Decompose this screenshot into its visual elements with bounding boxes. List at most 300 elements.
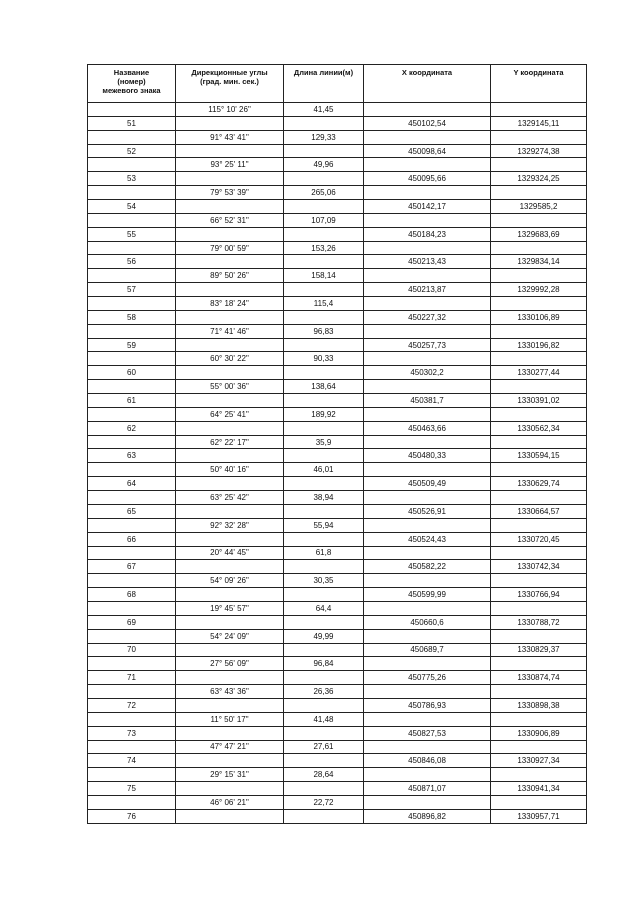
point-name-cell: 71 — [88, 671, 176, 685]
x-coordinate-cell — [364, 491, 491, 505]
line-length-cell: 107,09 — [284, 213, 364, 227]
y-coordinate-cell: 1330788,72 — [491, 615, 587, 629]
line-length-cell — [284, 283, 364, 297]
direction-angle-cell — [176, 421, 284, 435]
y-coordinate-cell — [491, 352, 587, 366]
segment-row — [88, 491, 587, 505]
y-coordinate-cell: 1330829,37 — [491, 643, 587, 657]
direction-angle-cell: 29° 15' 31" — [176, 768, 284, 782]
y-coordinate-cell — [491, 435, 587, 449]
y-coordinate-cell: 1330664,57 — [491, 504, 587, 518]
direction-angle-cell — [176, 116, 284, 130]
x-coordinate-cell: 450524,43 — [364, 532, 491, 546]
line-length-cell — [284, 560, 364, 574]
x-coordinate-cell — [364, 407, 491, 421]
segment-row — [88, 740, 587, 754]
y-coordinate-cell: 1330898,38 — [491, 698, 587, 712]
point-row — [88, 394, 587, 408]
y-coordinate-cell — [491, 103, 587, 117]
direction-angle-cell: 115° 10' 26" — [176, 103, 284, 117]
x-coordinate-cell: 450846,08 — [364, 754, 491, 768]
line-length-cell — [284, 116, 364, 130]
line-length-cell — [284, 477, 364, 491]
direction-angle-cell: 93° 25' 11" — [176, 158, 284, 172]
line-length-cell — [284, 671, 364, 685]
point-name-cell — [88, 740, 176, 754]
line-length-cell: 153,26 — [284, 241, 364, 255]
x-coordinate-cell — [364, 518, 491, 532]
line-length-cell: 129,33 — [284, 130, 364, 144]
point-name-cell: 55 — [88, 227, 176, 241]
header-x: X координата — [364, 65, 491, 103]
point-name-cell — [88, 463, 176, 477]
header-angle-line: Дирекционные углы — [191, 68, 268, 77]
x-coordinate-cell — [364, 629, 491, 643]
x-coordinate-cell — [364, 712, 491, 726]
x-coordinate-cell: 450827,53 — [364, 726, 491, 740]
point-row — [88, 449, 587, 463]
x-coordinate-cell: 450095,66 — [364, 172, 491, 186]
point-name-cell: 52 — [88, 144, 176, 158]
line-length-cell — [284, 726, 364, 740]
x-coordinate-cell — [364, 657, 491, 671]
y-coordinate-cell — [491, 491, 587, 505]
direction-angle-cell: 60° 30' 22" — [176, 352, 284, 366]
direction-angle-cell — [176, 532, 284, 546]
y-coordinate-cell: 1330629,74 — [491, 477, 587, 491]
point-row — [88, 255, 587, 269]
y-coordinate-cell — [491, 546, 587, 560]
x-coordinate-cell: 450227,32 — [364, 310, 491, 324]
direction-angle-cell: 63° 25' 42" — [176, 491, 284, 505]
line-length-cell: 27,61 — [284, 740, 364, 754]
point-name-cell — [88, 768, 176, 782]
y-coordinate-cell — [491, 324, 587, 338]
line-length-cell — [284, 754, 364, 768]
point-name-cell — [88, 435, 176, 449]
y-coordinate-cell — [491, 712, 587, 726]
point-row — [88, 671, 587, 685]
y-coordinate-cell — [491, 685, 587, 699]
segment-row — [88, 407, 587, 421]
direction-angle-cell: 63° 43' 36" — [176, 685, 284, 699]
x-coordinate-cell: 450526,91 — [364, 504, 491, 518]
point-name-cell — [88, 324, 176, 338]
y-coordinate-cell: 1330906,89 — [491, 726, 587, 740]
segment-row — [88, 324, 587, 338]
line-length-cell: 90,33 — [284, 352, 364, 366]
point-name-cell: 54 — [88, 200, 176, 214]
y-coordinate-cell: 1329145,11 — [491, 116, 587, 130]
direction-angle-cell — [176, 643, 284, 657]
point-name-cell — [88, 601, 176, 615]
point-name-cell: 57 — [88, 283, 176, 297]
line-length-cell — [284, 698, 364, 712]
direction-angle-cell — [176, 588, 284, 602]
point-name-cell: 69 — [88, 615, 176, 629]
x-coordinate-cell — [364, 574, 491, 588]
header-name-line: (номер) — [117, 77, 146, 86]
y-coordinate-cell: 1329834,14 — [491, 255, 587, 269]
point-row — [88, 421, 587, 435]
direction-angle-cell: 89° 50' 26" — [176, 269, 284, 283]
line-length-cell — [284, 809, 364, 823]
direction-angle-cell: 79° 00' 59" — [176, 241, 284, 255]
direction-angle-cell: 66° 52' 31" — [176, 213, 284, 227]
direction-angle-cell — [176, 504, 284, 518]
y-coordinate-cell — [491, 795, 587, 809]
line-length-cell — [284, 227, 364, 241]
x-coordinate-cell: 450599,99 — [364, 588, 491, 602]
y-coordinate-cell: 1330941,34 — [491, 782, 587, 796]
coordinates-table — [87, 64, 587, 824]
segment-row — [88, 629, 587, 643]
segment-row — [88, 574, 587, 588]
segment-row — [88, 213, 587, 227]
line-length-cell: 46,01 — [284, 463, 364, 477]
y-coordinate-cell: 1330766,94 — [491, 588, 587, 602]
point-name-cell: 70 — [88, 643, 176, 657]
point-row — [88, 227, 587, 241]
segment-row — [88, 463, 587, 477]
table-body — [88, 103, 587, 824]
point-row — [88, 172, 587, 186]
header-name-line: межевого знака — [102, 86, 161, 95]
segment-row — [88, 130, 587, 144]
header-row — [88, 65, 587, 103]
point-row — [88, 726, 587, 740]
direction-angle-cell: 62° 22' 17" — [176, 435, 284, 449]
x-coordinate-cell — [364, 546, 491, 560]
y-coordinate-cell — [491, 213, 587, 227]
point-name-cell — [88, 629, 176, 643]
header-name — [88, 65, 176, 103]
point-row — [88, 754, 587, 768]
point-name-cell — [88, 297, 176, 311]
point-name-cell: 60 — [88, 366, 176, 380]
x-coordinate-cell: 450381,7 — [364, 394, 491, 408]
y-coordinate-cell: 1330594,15 — [491, 449, 587, 463]
direction-angle-cell — [176, 200, 284, 214]
line-length-cell — [284, 421, 364, 435]
y-coordinate-cell: 1330277,44 — [491, 366, 587, 380]
line-length-cell — [284, 504, 364, 518]
line-length-cell: 38,94 — [284, 491, 364, 505]
point-row — [88, 283, 587, 297]
direction-angle-cell: 91° 43' 41" — [176, 130, 284, 144]
x-coordinate-cell — [364, 685, 491, 699]
point-row — [88, 338, 587, 352]
x-coordinate-cell — [364, 297, 491, 311]
line-length-cell — [284, 338, 364, 352]
direction-angle-cell: 55° 00' 36" — [176, 380, 284, 394]
direction-angle-cell — [176, 698, 284, 712]
point-name-cell: 67 — [88, 560, 176, 574]
line-length-cell — [284, 144, 364, 158]
segment-row — [88, 269, 587, 283]
point-name-cell: 76 — [88, 809, 176, 823]
direction-angle-cell — [176, 144, 284, 158]
direction-angle-cell: 54° 09' 26" — [176, 574, 284, 588]
line-length-cell — [284, 782, 364, 796]
direction-angle-cell — [176, 310, 284, 324]
line-length-cell — [284, 200, 364, 214]
point-row — [88, 532, 587, 546]
y-coordinate-cell: 1330391,02 — [491, 394, 587, 408]
y-coordinate-cell — [491, 518, 587, 532]
y-coordinate-cell — [491, 158, 587, 172]
point-row — [88, 366, 587, 380]
x-coordinate-cell — [364, 158, 491, 172]
y-coordinate-cell: 1330106,89 — [491, 310, 587, 324]
point-row — [88, 698, 587, 712]
x-coordinate-cell: 450660,6 — [364, 615, 491, 629]
line-length-cell: 115,4 — [284, 297, 364, 311]
point-name-cell: 72 — [88, 698, 176, 712]
y-coordinate-cell: 1330957,71 — [491, 809, 587, 823]
direction-angle-cell: 92° 32' 28" — [176, 518, 284, 532]
y-coordinate-cell: 1330196,82 — [491, 338, 587, 352]
segment-row — [88, 297, 587, 311]
x-coordinate-cell: 450509,49 — [364, 477, 491, 491]
direction-angle-cell: 71° 41' 46" — [176, 324, 284, 338]
x-coordinate-cell — [364, 186, 491, 200]
point-row — [88, 144, 587, 158]
y-coordinate-cell — [491, 574, 587, 588]
direction-angle-cell — [176, 283, 284, 297]
line-length-cell — [284, 643, 364, 657]
direction-angle-cell — [176, 671, 284, 685]
segment-row — [88, 601, 587, 615]
line-length-cell: 41,45 — [284, 103, 364, 117]
x-coordinate-cell — [364, 463, 491, 477]
point-name-cell: 68 — [88, 588, 176, 602]
point-name-cell — [88, 491, 176, 505]
direction-angle-cell: 50° 40' 16" — [176, 463, 284, 477]
point-name-cell: 63 — [88, 449, 176, 463]
segment-row — [88, 768, 587, 782]
direction-angle-cell — [176, 255, 284, 269]
point-name-cell: 73 — [88, 726, 176, 740]
x-coordinate-cell — [364, 601, 491, 615]
line-length-cell: 138,64 — [284, 380, 364, 394]
line-length-cell — [284, 615, 364, 629]
y-coordinate-cell — [491, 629, 587, 643]
direction-angle-cell — [176, 477, 284, 491]
point-name-cell — [88, 657, 176, 671]
point-name-cell: 65 — [88, 504, 176, 518]
y-coordinate-cell — [491, 768, 587, 782]
direction-angle-cell — [176, 338, 284, 352]
y-coordinate-cell — [491, 269, 587, 283]
header-length: Длина линии(м) — [284, 65, 364, 103]
point-name-cell: 58 — [88, 310, 176, 324]
direction-angle-cell — [176, 394, 284, 408]
point-row — [88, 560, 587, 574]
y-coordinate-cell: 1329992,28 — [491, 283, 587, 297]
x-coordinate-cell: 450463,66 — [364, 421, 491, 435]
segment-row — [88, 241, 587, 255]
point-name-cell: 75 — [88, 782, 176, 796]
y-coordinate-cell: 1329324,25 — [491, 172, 587, 186]
segment-row — [88, 518, 587, 532]
point-row — [88, 615, 587, 629]
point-name-cell — [88, 380, 176, 394]
point-name-cell — [88, 213, 176, 227]
segment-row — [88, 435, 587, 449]
line-length-cell: 41,48 — [284, 712, 364, 726]
x-coordinate-cell — [364, 352, 491, 366]
segment-row — [88, 103, 587, 117]
point-name-cell — [88, 407, 176, 421]
x-coordinate-cell — [364, 130, 491, 144]
point-row — [88, 310, 587, 324]
direction-angle-cell — [176, 615, 284, 629]
line-length-cell — [284, 255, 364, 269]
point-name-cell — [88, 130, 176, 144]
y-coordinate-cell — [491, 657, 587, 671]
line-length-cell: 158,14 — [284, 269, 364, 283]
x-coordinate-cell: 450098,64 — [364, 144, 491, 158]
line-length-cell: 189,92 — [284, 407, 364, 421]
x-coordinate-cell: 450184,23 — [364, 227, 491, 241]
point-name-cell: 51 — [88, 116, 176, 130]
direction-angle-cell: 20° 44' 45" — [176, 546, 284, 560]
direction-angle-cell: 54° 24' 09" — [176, 629, 284, 643]
direction-angle-cell — [176, 782, 284, 796]
line-length-cell — [284, 310, 364, 324]
segment-row — [88, 712, 587, 726]
line-length-cell: 28,64 — [284, 768, 364, 782]
direction-angle-cell — [176, 726, 284, 740]
x-coordinate-cell — [364, 768, 491, 782]
x-coordinate-cell: 450871,07 — [364, 782, 491, 796]
y-coordinate-cell — [491, 130, 587, 144]
direction-angle-cell: 47° 47' 21" — [176, 740, 284, 754]
point-name-cell: 66 — [88, 532, 176, 546]
direction-angle-cell — [176, 560, 284, 574]
direction-angle-cell: 11° 50' 17" — [176, 712, 284, 726]
line-length-cell — [284, 366, 364, 380]
segment-row — [88, 158, 587, 172]
x-coordinate-cell: 450302,2 — [364, 366, 491, 380]
y-coordinate-cell — [491, 601, 587, 615]
point-name-cell: 62 — [88, 421, 176, 435]
line-length-cell: 35,9 — [284, 435, 364, 449]
y-coordinate-cell: 1330874,74 — [491, 671, 587, 685]
y-coordinate-cell — [491, 297, 587, 311]
segment-row — [88, 685, 587, 699]
y-coordinate-cell: 1329683,69 — [491, 227, 587, 241]
line-length-cell: 22,72 — [284, 795, 364, 809]
point-row — [88, 200, 587, 214]
point-name-cell — [88, 712, 176, 726]
point-row — [88, 477, 587, 491]
segment-row — [88, 657, 587, 671]
segment-row — [88, 380, 587, 394]
direction-angle-cell — [176, 809, 284, 823]
point-name-cell: 74 — [88, 754, 176, 768]
y-coordinate-cell — [491, 463, 587, 477]
point-name-cell — [88, 685, 176, 699]
x-coordinate-cell: 450689,7 — [364, 643, 491, 657]
line-length-cell — [284, 172, 364, 186]
x-coordinate-cell — [364, 795, 491, 809]
line-length-cell — [284, 394, 364, 408]
point-name-cell — [88, 352, 176, 366]
y-coordinate-cell: 1330927,34 — [491, 754, 587, 768]
point-name-cell — [88, 186, 176, 200]
direction-angle-cell — [176, 172, 284, 186]
point-name-cell: 61 — [88, 394, 176, 408]
y-coordinate-cell: 1330720,45 — [491, 532, 587, 546]
line-length-cell: 64,4 — [284, 601, 364, 615]
segment-row — [88, 186, 587, 200]
direction-angle-cell — [176, 227, 284, 241]
x-coordinate-cell — [364, 269, 491, 283]
point-row — [88, 643, 587, 657]
direction-angle-cell — [176, 449, 284, 463]
line-length-cell: 30,35 — [284, 574, 364, 588]
y-coordinate-cell — [491, 740, 587, 754]
x-coordinate-cell — [364, 324, 491, 338]
y-coordinate-cell — [491, 407, 587, 421]
x-coordinate-cell: 450480,33 — [364, 449, 491, 463]
y-coordinate-cell — [491, 380, 587, 394]
line-length-cell: 265,06 — [284, 186, 364, 200]
x-coordinate-cell: 450213,87 — [364, 283, 491, 297]
point-name-cell: 64 — [88, 477, 176, 491]
x-coordinate-cell: 450786,93 — [364, 698, 491, 712]
line-length-cell — [284, 588, 364, 602]
line-length-cell: 96,84 — [284, 657, 364, 671]
header-angle — [176, 65, 284, 103]
point-row — [88, 116, 587, 130]
point-name-cell — [88, 518, 176, 532]
x-coordinate-cell — [364, 380, 491, 394]
x-coordinate-cell — [364, 241, 491, 255]
point-name-cell — [88, 546, 176, 560]
segment-row — [88, 795, 587, 809]
point-row — [88, 504, 587, 518]
y-coordinate-cell: 1329585,2 — [491, 200, 587, 214]
point-row — [88, 782, 587, 796]
x-coordinate-cell: 450257,73 — [364, 338, 491, 352]
x-coordinate-cell: 450896,82 — [364, 809, 491, 823]
x-coordinate-cell: 450142,17 — [364, 200, 491, 214]
line-length-cell — [284, 532, 364, 546]
header-y: Y координата — [491, 65, 587, 103]
direction-angle-cell — [176, 754, 284, 768]
point-name-cell: 53 — [88, 172, 176, 186]
point-name-cell: 56 — [88, 255, 176, 269]
y-coordinate-cell: 1330562,34 — [491, 421, 587, 435]
point-name-cell: 59 — [88, 338, 176, 352]
point-name-cell — [88, 574, 176, 588]
line-length-cell: 49,99 — [284, 629, 364, 643]
line-length-cell: 49,96 — [284, 158, 364, 172]
direction-angle-cell: 27° 56' 09" — [176, 657, 284, 671]
x-coordinate-cell — [364, 740, 491, 754]
x-coordinate-cell: 450775,26 — [364, 671, 491, 685]
line-length-cell: 55,94 — [284, 518, 364, 532]
point-row — [88, 588, 587, 602]
header-name-line: Название — [113, 68, 150, 77]
y-coordinate-cell — [491, 241, 587, 255]
direction-angle-cell: 79° 53' 39" — [176, 186, 284, 200]
line-length-cell: 96,83 — [284, 324, 364, 338]
direction-angle-cell: 64° 25' 41" — [176, 407, 284, 421]
